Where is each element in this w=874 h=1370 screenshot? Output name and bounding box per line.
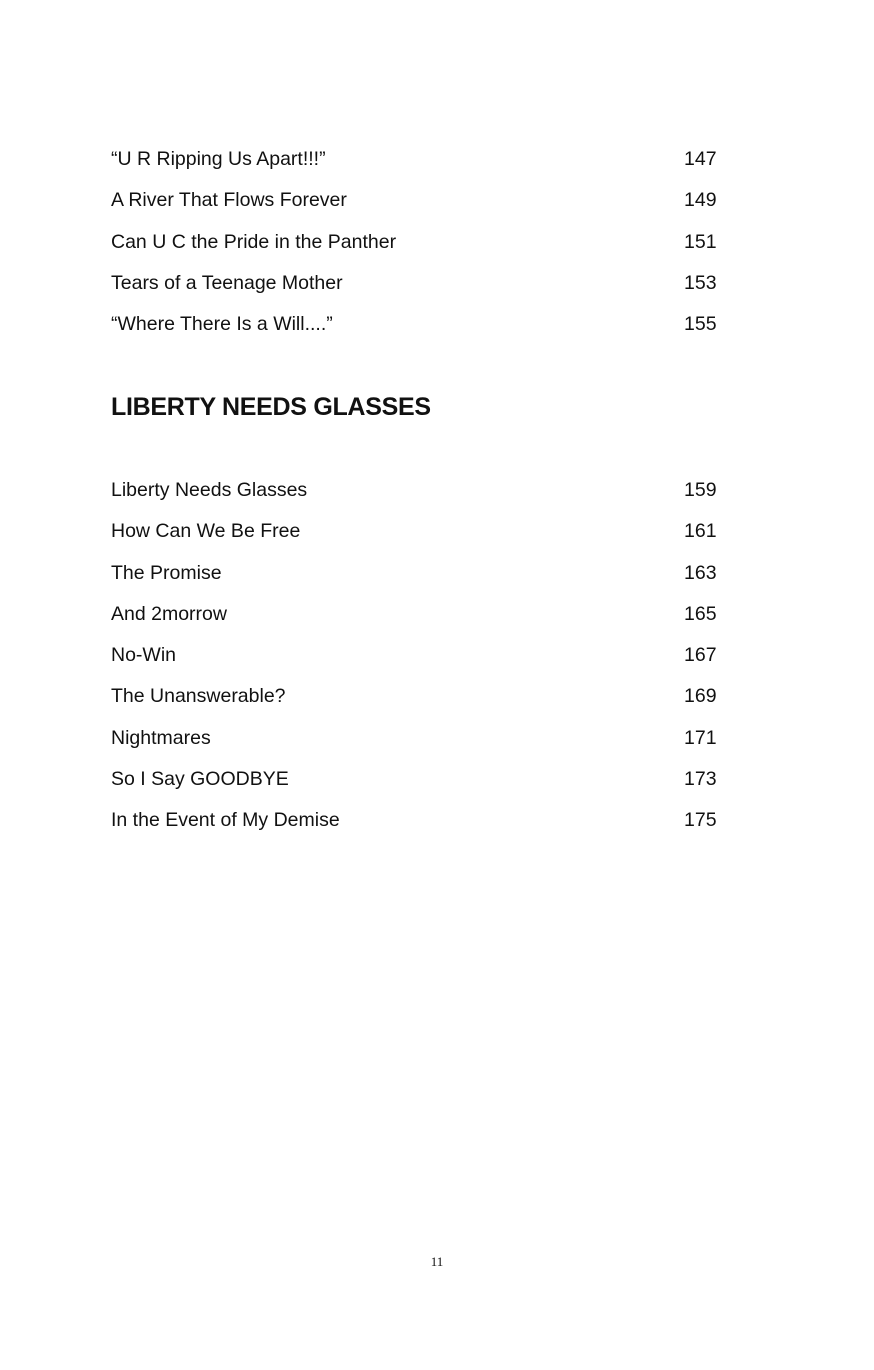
- toc-entry-page: 151: [684, 230, 717, 253]
- toc-entry-page: 173: [684, 768, 717, 791]
- toc-entry-title: Liberty Needs Glasses: [111, 479, 308, 501]
- toc-entry-page: 175: [684, 809, 717, 832]
- toc-entry[interactable]: [111, 561, 731, 605]
- toc-entry[interactable]: [111, 271, 731, 315]
- toc-entry[interactable]: [111, 522, 731, 563]
- toc-entry-page: 169: [684, 685, 717, 708]
- toc-entry-title: “U R Ripping Us Apart!!!”: [111, 148, 326, 170]
- toc-entry[interactable]: [111, 811, 731, 852]
- toc-entry-page: 163: [684, 561, 717, 584]
- toc-entry-title: The Unanswerable?: [111, 685, 286, 708]
- toc-entry-title: How Can We Be Free: [111, 520, 301, 543]
- toc-entry-title: Nightmares: [111, 726, 211, 749]
- toc-entry-page: 171: [684, 726, 717, 749]
- toc-entry-page: 153: [684, 271, 717, 294]
- toc-entry-title: In the Event of My Demise: [111, 809, 340, 832]
- toc-entry-title: So I Say GOODBYE: [111, 768, 289, 791]
- toc-list-previous-section: [111, 150, 731, 356]
- toc-entry[interactable]: [111, 646, 731, 687]
- toc-entry-page: 159: [684, 479, 717, 501]
- toc-entry[interactable]: [111, 481, 731, 522]
- toc-entry[interactable]: [111, 602, 731, 646]
- toc-entry-page: 165: [684, 602, 717, 625]
- toc-entry-page: 155: [684, 313, 717, 336]
- toc-entry[interactable]: [111, 770, 731, 811]
- toc-entry-title: Can U C the Pride in the Panther: [111, 230, 397, 253]
- page-number: 11: [430, 1254, 444, 1269]
- toc-entry-title: No-Win: [111, 644, 177, 667]
- toc-entry-title: And 2morrow: [111, 602, 227, 625]
- toc-entry-title: Tears of a Teenage Mother: [111, 271, 343, 294]
- section-heading: LIBERTY NEEDS GLASSES: [111, 393, 431, 421]
- toc-entry[interactable]: [111, 191, 731, 232]
- toc-entry-page: 167: [684, 644, 717, 667]
- toc-entry-title: A River That Flows Forever: [111, 189, 347, 212]
- toc-entry[interactable]: [111, 230, 731, 274]
- toc-entry[interactable]: [111, 687, 731, 728]
- toc-list-liberty-needs-glasses: [111, 481, 731, 853]
- toc-entry-page: 147: [684, 148, 717, 170]
- toc-entry[interactable]: [111, 150, 731, 191]
- toc-entry[interactable]: [111, 315, 731, 356]
- toc-entry[interactable]: [111, 726, 731, 770]
- toc-entry-title: “Where There Is a Will....”: [111, 313, 333, 336]
- toc-entry-page: 161: [684, 520, 717, 543]
- toc-entry-page: 149: [684, 189, 717, 212]
- toc-entry-title: The Promise: [111, 561, 222, 584]
